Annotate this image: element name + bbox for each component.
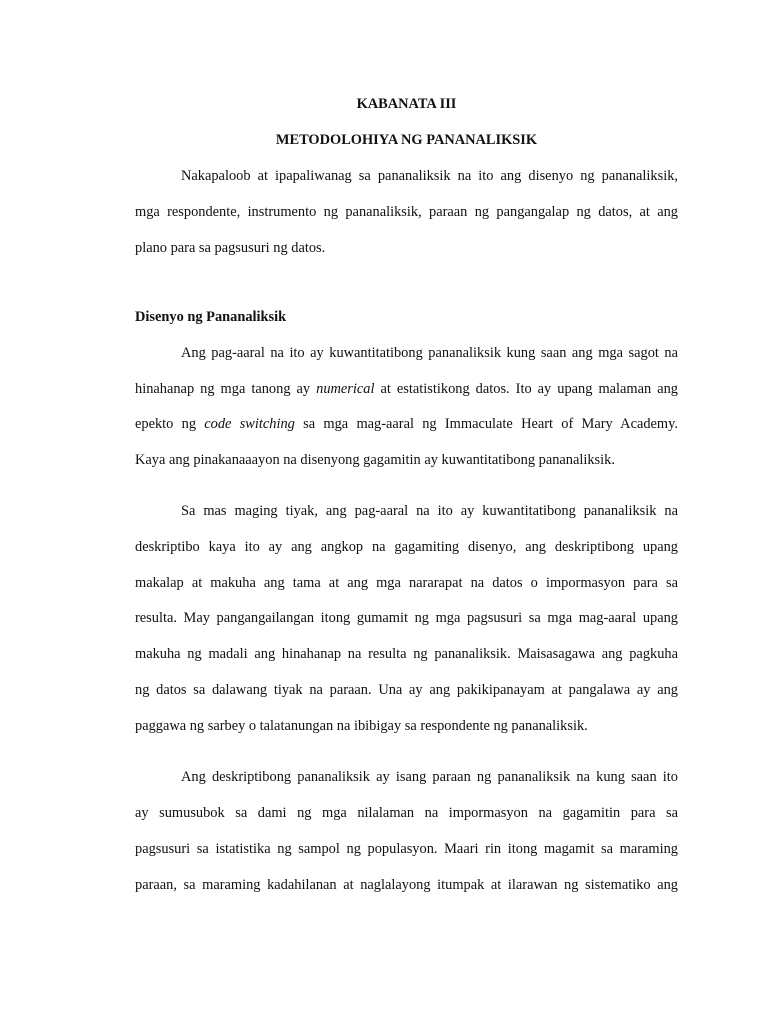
p1-line-3 [135,415,678,433]
p1-line-2-c: at estatistikong datos. Ito ay upang malaman ang [374,381,678,397]
p3-line-3: pagsusuri sa istatistika ng sampol ng populasyon. Maari rin itong magamit sa maraming [135,841,678,857]
intro-line-3: plano para sa pagsusuri ng datos. [135,240,326,256]
p1-line-2 [135,380,678,398]
p1-line-4: Kaya ang pinakanaaayon na disenyong gagamitin ay kuwantitatibong pananaliksik. [135,452,615,468]
p2-line-1: Sa mas maging tiyak, ang pag-aaral na ito ay kuwantitatibong pananaliksik na [181,503,678,519]
section-heading: Disenyo ng Pananaliksik [135,309,287,325]
p3-line-2: ay sumusubok sa dami ng mga nilalaman na impormasyon na gagamitin para sa [135,805,678,821]
intro-line-1: Nakapaloob at ipapaliwanag sa pananaliksik na ito ang disenyo ng pananaliksik, [181,168,678,184]
p1-line-2-a: hinahanap ng mga tanong ay [135,381,317,397]
p2-line-2: deskriptibo kaya ito ay ang angkop na gagamiting disenyo, ang deskriptibong upang [135,539,678,555]
p3-line-4: paraan, sa maraming kadahilanan at naglalayong itumpak at ilarawan ng sistematiko ang [135,877,678,893]
p2-line-7: paggawa ng sarbey o talatanungan na ibibigay sa respondente ng pananaliksik. [135,718,588,734]
p2-line-6: ng datos sa dalawang tiyak na paraan. Una ay ang pakikipanayam at pangalawa ay ang [135,682,678,698]
intro-line-2: mga respondente, instrumento ng pananaliksik, paraan ng pangangalap ng datos, at ang [135,204,678,220]
p2-line-4: resulta. May pangangailangan itong gumamit ng mga pagsusuri sa mga mag-aaral upang [135,610,678,626]
term-code-switching: code switching [204,416,295,432]
chapter-number: KABANATA III [356,96,457,112]
p2-line-3: makalap at makuha ang tama at ang mga nararapat na datos o impormasyon para sa [135,575,678,591]
p1-line-3-c: sa mga mag-aaral ng Immaculate Heart of Mary Academy. [294,416,678,432]
term-numerical: numerical [316,381,375,397]
p1-line-1: Ang pag-aaral na ito ay kuwantitatibong pananaliksik kung saan ang mga sagot na [181,345,678,361]
chapter-title: METODOLOHIYA NG PANANALIKSIK [275,132,538,148]
p1-line-3-a: epekto ng [135,416,205,432]
p2-line-5: makuha ng madali ang hinahanap na resulta ng pananaliksik. Maisasagawa ang pagkuha [135,646,678,662]
p3-line-1: Ang deskriptibong pananaliksik ay isang paraan ng pananaliksik na kung saan ito [181,769,678,785]
